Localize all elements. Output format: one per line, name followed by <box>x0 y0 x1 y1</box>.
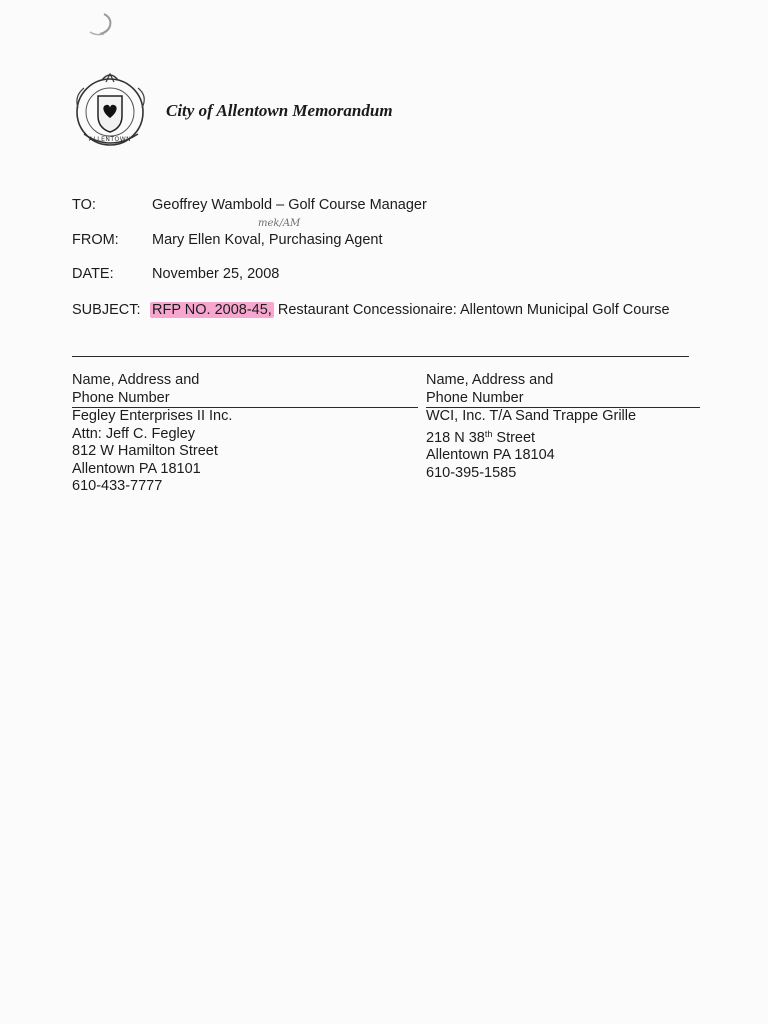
scan-mark <box>82 12 122 42</box>
vendor-1-attn: Attn: Jeff C. Fegley <box>72 425 196 442</box>
to-label: TO: <box>72 197 96 213</box>
to-value: Geoffrey Wambold – Golf Course Manager <box>152 197 427 213</box>
vendor-2-header-line1: Name, Address and <box>426 372 554 388</box>
date-value: November 25, 2008 <box>152 266 280 282</box>
vendor-1-street: 812 W Hamilton Street <box>72 443 218 459</box>
from-title: Purchasing Agent <box>264 232 383 248</box>
vendor-1-header-line1: Name, Address and <box>72 372 200 388</box>
seal-text: ALLENTOWN <box>88 136 132 143</box>
subject-label: SUBJECT: <box>72 302 141 318</box>
vendor-1-city: Allentown PA 18101 <box>72 460 201 477</box>
vendor-2-street: 218 N 38th Street <box>426 428 536 446</box>
handwritten-initials: mek/AM <box>258 218 301 229</box>
vendor-2-name: WCI, Inc. T/A Sand Trappe Grille <box>426 408 637 424</box>
from-name: Mary Ellen Koval, <box>152 232 265 248</box>
header-divider <box>72 356 689 357</box>
vendor-1-phone: 610-433-7777 <box>72 478 163 494</box>
vendor-1-name: Fegley Enterprises II Inc. <box>72 408 233 424</box>
city-seal-logo <box>72 66 154 154</box>
vendor-block-2 <box>426 372 700 482</box>
vendor-2-city: Allentown PA 18104 <box>426 447 555 463</box>
vendor-2-header-line2: Phone Number <box>426 390 700 409</box>
subject-rfp-highlight: RFP NO. 2008-45, <box>152 302 272 318</box>
vendor-1-header-line2: Phone Number <box>72 390 418 409</box>
vendor-block-1 <box>72 372 418 496</box>
date-label: DATE: <box>72 266 114 282</box>
subject-description: Restaurant Concessionaire: Allentown Municipal Golf Course <box>273 302 670 318</box>
from-label: FROM: <box>72 232 119 248</box>
vendor-2-phone: 610-395-1585 <box>426 464 517 481</box>
from-value <box>152 232 383 248</box>
subject-value <box>152 302 670 318</box>
memo-title: City of Allentown Memorandum <box>166 101 393 120</box>
